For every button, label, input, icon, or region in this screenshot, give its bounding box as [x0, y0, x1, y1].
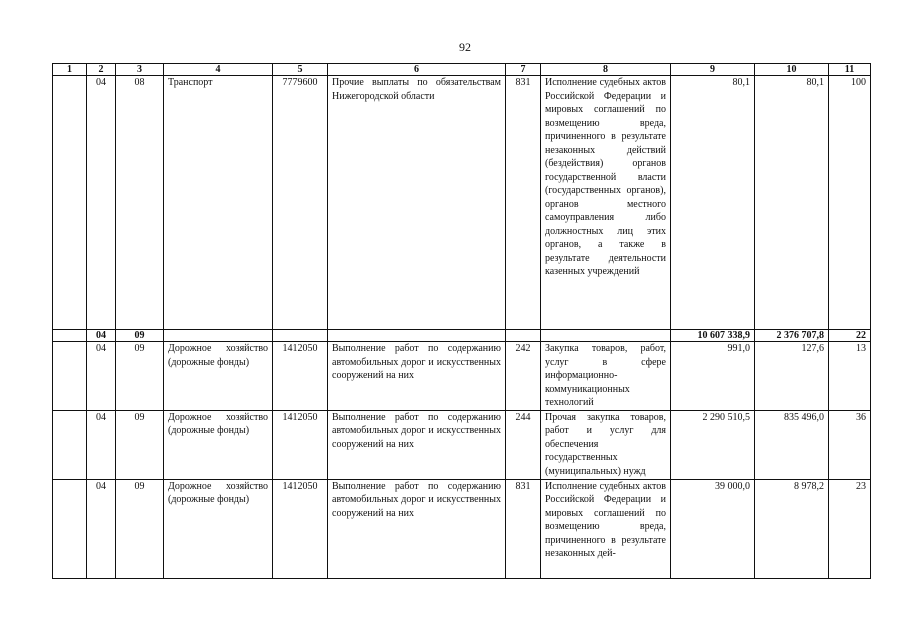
- column-header: 9: [671, 64, 755, 76]
- cell-target-code: [273, 330, 328, 342]
- cell-actual-amount: 2 376 707,8: [755, 330, 829, 342]
- cell-expense-type: 244: [506, 410, 541, 479]
- cell-actual-amount: 835 496,0: [755, 410, 829, 479]
- cell-col1: [53, 479, 87, 578]
- cell-name: Дорожное хозяйство (дорожные фонды): [164, 479, 273, 578]
- cell-name: Транспорт: [164, 76, 273, 330]
- cell-planned-amount: 39 000,0: [671, 479, 755, 578]
- cell-target-code: 7779600: [273, 76, 328, 330]
- cell-col1: [53, 76, 87, 330]
- column-header: 4: [164, 64, 273, 76]
- cell-section: 04: [87, 479, 116, 578]
- cell-section: 04: [87, 410, 116, 479]
- section-total-row: [53, 330, 871, 342]
- column-header: 5: [273, 64, 328, 76]
- cell-expense-type: 242: [506, 342, 541, 411]
- column-header: 1: [53, 64, 87, 76]
- cell-expense-description: Исполнение судебных актов Российской Федерации и мировых соглашений по возмещению вреда, причиненного в результате незаконных дей-: [541, 479, 671, 578]
- cell-subsection: 09: [116, 342, 164, 411]
- cell-subsection: 08: [116, 76, 164, 330]
- budget-table: [52, 63, 871, 579]
- cell-percent: 100: [829, 76, 871, 330]
- page-number: 92: [459, 40, 471, 54]
- table-row: [53, 479, 871, 578]
- cell-target-code: 1412050: [273, 410, 328, 479]
- cell-section: 04: [87, 342, 116, 411]
- cell-section: 04: [87, 76, 116, 330]
- cell-subsection: 09: [116, 479, 164, 578]
- cell-col1: [53, 410, 87, 479]
- cell-planned-amount: 2 290 510,5: [671, 410, 755, 479]
- cell-target-code: 1412050: [273, 479, 328, 578]
- cell-planned-amount: 80,1: [671, 76, 755, 330]
- cell-subsection: 09: [116, 330, 164, 342]
- cell-actual-amount: 127,6: [755, 342, 829, 411]
- column-header: 10: [755, 64, 829, 76]
- table-row: [53, 410, 871, 479]
- cell-expense-description: Исполнение судебных актов Российской Федерации и мировых соглашений по возмещению вреда, причиненного в результате незаконных действий (бездействия) органов государственной власти (государственных органов), органов местного самоуправления либо должностных лиц этих органов, а также в результате деятельности казенных учреждений: [541, 76, 671, 330]
- cell-subsection: 09: [116, 410, 164, 479]
- cell-target-description: Выполнение работ по содержанию автомобильных дорог и искусственных сооружений на них: [328, 342, 506, 411]
- cell-actual-amount: 8 978,2: [755, 479, 829, 578]
- column-header: 3: [116, 64, 164, 76]
- cell-name: Дорожное хозяйство (дорожные фонды): [164, 342, 273, 411]
- column-number-header-row: [53, 64, 871, 76]
- cell-target-description: [328, 330, 506, 342]
- cell-col1: [53, 342, 87, 411]
- column-header: 11: [829, 64, 871, 76]
- cell-target-description: Выполнение работ по содержанию автомобильных дорог и искусственных сооружений на них: [328, 410, 506, 479]
- cell-name: Дорожное хозяйство (дорожные фонды): [164, 410, 273, 479]
- cell-expense-description: [541, 330, 671, 342]
- cell-section: 04: [87, 330, 116, 342]
- cell-expense-type: 831: [506, 479, 541, 578]
- cell-actual-amount: 80,1: [755, 76, 829, 330]
- cell-expense-description: Прочая закупка товаров, работ и услуг для обеспечения государственных (муниципальных) нужд: [541, 410, 671, 479]
- cell-percent: 22: [829, 330, 871, 342]
- cell-percent: 13: [829, 342, 871, 411]
- table-row: [53, 342, 871, 411]
- column-header: 6: [328, 64, 506, 76]
- cell-target-description: Прочие выплаты по обязательствам Нижегородской области: [328, 76, 506, 330]
- cell-col1: [53, 330, 87, 342]
- column-header: 8: [541, 64, 671, 76]
- cell-planned-amount: 10 607 338,9: [671, 330, 755, 342]
- cell-target-code: 1412050: [273, 342, 328, 411]
- column-header: 2: [87, 64, 116, 76]
- cell-expense-type: 831: [506, 76, 541, 330]
- cell-expense-type: [506, 330, 541, 342]
- cell-target-description: Выполнение работ по содержанию автомобильных дорог и искусственных сооружений на них: [328, 479, 506, 578]
- table-row: [53, 76, 871, 330]
- cell-name: [164, 330, 273, 342]
- column-header: 7: [506, 64, 541, 76]
- cell-percent: 23: [829, 479, 871, 578]
- cell-planned-amount: 991,0: [671, 342, 755, 411]
- cell-expense-description: Закупка товаров, работ, услуг в сфере информационно-коммуникационных технологий: [541, 342, 671, 411]
- cell-percent: 36: [829, 410, 871, 479]
